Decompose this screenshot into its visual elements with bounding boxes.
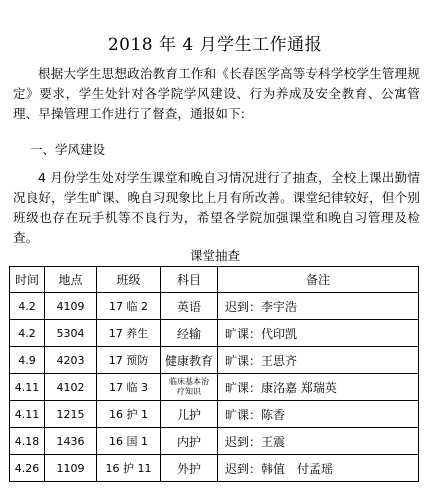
section-heading: 一、学风建设 — [30, 142, 106, 157]
table-row — [10, 320, 419, 347]
cell-subject-text: 临床基本治疗知识 — [169, 377, 209, 396]
cell-class: 16 护 1 — [97, 401, 161, 428]
cell-class: 17 临 3 — [97, 374, 161, 401]
page-title: 2018 年 4 月学生工作通报 — [107, 35, 323, 55]
cell-time: 4.2 — [10, 293, 45, 320]
cell-subject: 外护 — [161, 455, 218, 482]
cell-subject: 儿护 — [161, 401, 218, 428]
header-subject: 科目 — [161, 267, 218, 293]
cell-place: 1109 — [45, 455, 97, 482]
body-paragraph: 4 月份学生处对学生课堂和晚自习情况进行了抽查，全校上课出勤情况良好，学生旷课、晚自习现象比上月有所改善。课堂纪律较好，但个别班级也存在玩手机等不良行为，希望各学院加强课堂和晚自习管理及检查。 — [13, 170, 420, 245]
cell-place: 5304 — [45, 320, 97, 347]
cell-class: 17 养生 — [97, 320, 161, 347]
table-caption: 课堂抽查 — [189, 248, 240, 263]
cell-place: 4203 — [45, 347, 97, 374]
cell-time: 4.2 — [10, 320, 45, 347]
cell-place: 4102 — [45, 374, 97, 401]
cell-subject: 健康教育 — [161, 347, 218, 374]
cell-note: 迟到：王震 — [218, 428, 419, 455]
table-row — [10, 401, 419, 428]
header-note: 备注 — [218, 267, 419, 293]
cell-note: 旷课：康洺嘉 郑瑞英 — [218, 374, 419, 401]
class-inspection-table — [9, 266, 419, 482]
cell-class: 17 预防 — [97, 347, 161, 374]
cell-place: 1215 — [45, 401, 97, 428]
table-header-row — [10, 267, 419, 293]
cell-note: 迟到：韩值 付孟瑶 — [218, 455, 419, 482]
cell-class: 16 国 1 — [97, 428, 161, 455]
cell-time: 4.9 — [10, 347, 45, 374]
cell-time: 4.11 — [10, 401, 45, 428]
cell-time: 4.11 — [10, 374, 45, 401]
cell-note: 旷课：陈香 — [218, 401, 419, 428]
cell-subject — [161, 374, 218, 401]
cell-place: 4109 — [45, 293, 97, 320]
intro-paragraph: 根据大学生思想政治教育工作和《长春医学高等专科学校学生管理规定》要求，学生处针对各学院学风建设、行为养成及安全教育、公寓管理、早操管理工作进行了督查，通报如下: — [13, 66, 420, 121]
cell-place: 1436 — [45, 428, 97, 455]
table-row — [10, 374, 419, 401]
cell-class: 17 临 2 — [97, 293, 161, 320]
cell-note: 旷课：代印凯 — [218, 320, 419, 347]
cell-time: 4.18 — [10, 428, 45, 455]
cell-note: 迟到：李宇浩 — [218, 293, 419, 320]
table-row — [10, 428, 419, 455]
cell-time: 4.26 — [10, 455, 45, 482]
header-class: 班级 — [97, 267, 161, 293]
table-row — [10, 455, 419, 482]
header-place: 地点 — [45, 267, 97, 293]
cell-subject: 内护 — [161, 428, 218, 455]
cell-class: 16 护 11 — [97, 455, 161, 482]
cell-subject: 经输 — [161, 320, 218, 347]
header-time: 时间 — [10, 267, 45, 293]
table-row — [10, 347, 419, 374]
table-row — [10, 293, 419, 320]
cell-subject: 英语 — [161, 293, 218, 320]
cell-note: 旷课：王思齐 — [218, 347, 419, 374]
